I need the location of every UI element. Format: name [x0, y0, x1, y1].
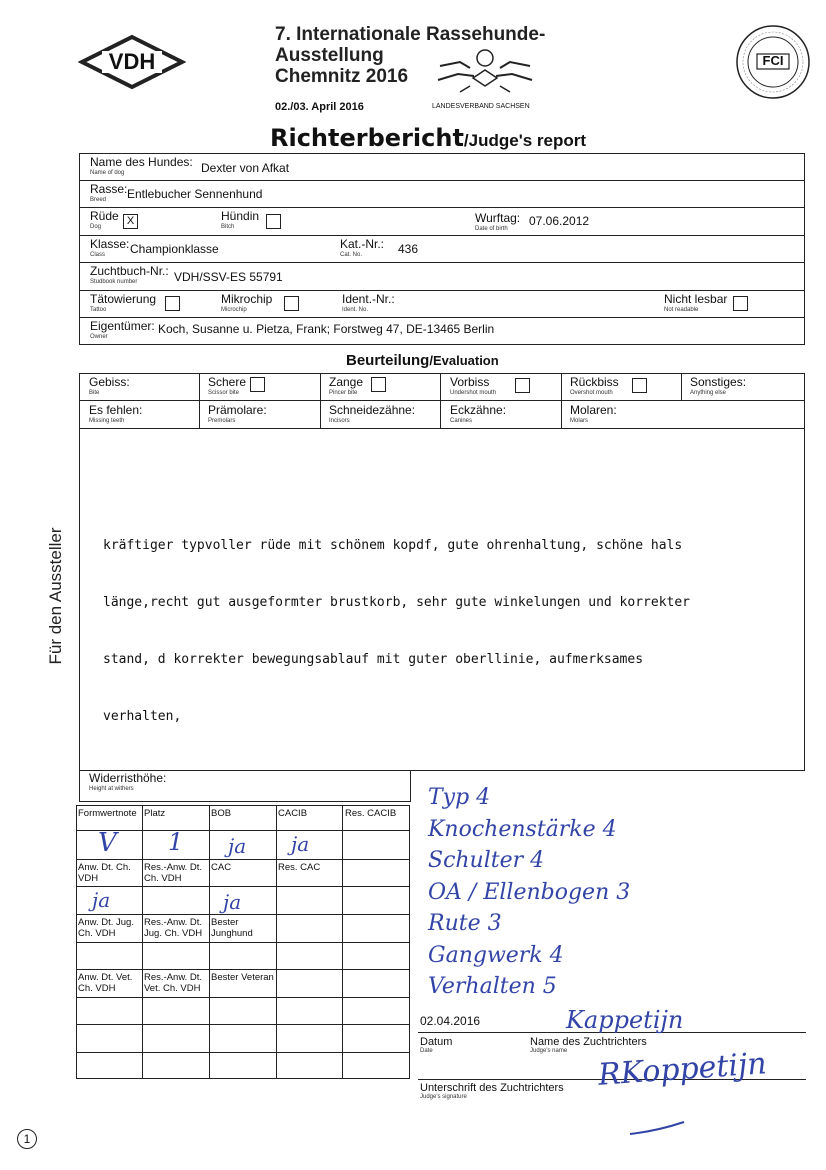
- exhibitor-side-label: Für den Aussteller: [46, 527, 65, 665]
- studbook-value: VDH/SSV-ES 55791: [174, 270, 283, 284]
- studbook-label: Zuchtbuch-Nr.:: [90, 264, 169, 278]
- cell-res-anw-jug: Res.-Anw. Dt. Jug. Ch. VDH: [144, 917, 203, 939]
- date-label: Datum: [420, 1036, 453, 1048]
- undershot-sub: Undershot mouth: [450, 390, 497, 396]
- evaluation-text: [103, 498, 690, 745]
- judge-name-handwritten: Kappetijn: [566, 1006, 684, 1034]
- breed-label: Rasse:: [90, 182, 128, 196]
- not-readable-sub: Not readable: [664, 307, 699, 313]
- scissor-bite-checkbox[interactable]: [250, 377, 265, 392]
- signature-sub: Judge's signature: [420, 1094, 467, 1100]
- molars-sub: Molars: [570, 418, 589, 424]
- report-date-value: 02.04.2016: [420, 1014, 481, 1028]
- premolars-sub: Premolars: [208, 418, 236, 424]
- cell-res-anw-vet: Res.-Anw. Dt. Vet. Ch. VDH: [144, 972, 203, 994]
- tattoo-checkbox[interactable]: [165, 296, 180, 311]
- dog-name-label: Name des Hundes:: [90, 155, 193, 169]
- molars-label: Molaren:: [570, 403, 617, 417]
- dob-value: 07.06.2012: [529, 214, 590, 228]
- note-line: Verhalten 5: [428, 974, 557, 999]
- header-res-cacib: Res. CACIB: [345, 808, 397, 819]
- page-number: 1: [23, 1132, 31, 1146]
- owner-label: Eigentümer:: [90, 319, 155, 333]
- other-label: Sonstiges:: [690, 375, 747, 389]
- page-number-badge: [17, 1129, 37, 1149]
- anw-jug-value: ja: [92, 888, 111, 912]
- pincer-bite-sub: Pincer bite: [329, 390, 358, 396]
- junghund-value: ja: [223, 890, 242, 914]
- microchip-sub: Microchip: [221, 307, 247, 313]
- cat-number-value: 436: [398, 242, 419, 256]
- cell-cac: CAC: [211, 862, 232, 873]
- undershot-label: Vorbiss: [450, 375, 490, 389]
- class-value: Championklasse: [130, 242, 219, 256]
- evaluation-line: länge,recht gut ausgeformter brustkorb, sehr gute winkelungen und korrekter: [103, 595, 690, 610]
- evaluation-line: stand, d korrekter bewegungsablauf mit guter oberllinie, aufmerksames: [103, 652, 644, 667]
- canines-sub: Canines: [450, 418, 473, 424]
- bite-label: Gebiss:: [89, 375, 130, 389]
- cell-res-cac: Res. CAC: [278, 862, 321, 873]
- owner-value: Koch, Susanne u. Pietza, Frank; Forstweg 47, DE-13465 Berlin: [158, 322, 495, 336]
- breed-sub: Breed: [90, 197, 107, 203]
- report-title: Richterbericht/Judge's report: [270, 124, 587, 152]
- height-sub: Height at withers: [89, 786, 134, 792]
- date-sub: Date: [420, 1048, 433, 1054]
- ident-label: Ident.-Nr.:: [342, 292, 395, 306]
- pincer-bite-label: Zange: [329, 375, 364, 389]
- grade-value: V: [98, 828, 117, 858]
- breed-value: Entlebucher Sennenhund: [127, 187, 263, 201]
- judge-name-sub: Judge's name: [530, 1048, 568, 1054]
- studbook-sub: Studbook number: [90, 279, 138, 285]
- note-line: Rute 3: [428, 911, 502, 936]
- signature-label: Unterschrift des Zuchtrichters: [420, 1082, 564, 1094]
- evaluation-line: kräftiger typvoller rüde mit schönem kopdf, gute ohrenhaltung, schöne hals: [103, 538, 683, 553]
- incisors-label: Schneidezähne:: [329, 403, 416, 417]
- overshot-sub: Overshot mouth: [570, 390, 613, 396]
- pincer-bite-checkbox[interactable]: [371, 377, 386, 392]
- ident-sub: Ident. No.: [342, 307, 369, 313]
- note-line: OA / Ellenbogen 3: [428, 879, 631, 905]
- place-value: 1: [168, 828, 184, 856]
- cat-number-label: Kat.-Nr.:: [340, 237, 385, 251]
- cell-best-veteran: Bester Veteran: [211, 972, 274, 983]
- note-line: Knochenstärke 4: [428, 816, 617, 842]
- dog-name-sub: Name of dog: [90, 170, 125, 176]
- judge-signature: RKoppetijn: [596, 1046, 768, 1093]
- header-place: Platz: [144, 808, 166, 819]
- missing-teeth-sub: Missing teeth: [89, 418, 125, 424]
- dogs-emblem-icon: [430, 46, 540, 98]
- canines-label: Eckzähne:: [450, 403, 507, 417]
- cell-res-anw-ch: Res.-Anw. Dt. Ch. VDH: [144, 862, 203, 884]
- undershot-checkbox[interactable]: [515, 378, 530, 393]
- microchip-checkbox[interactable]: [284, 296, 299, 311]
- handwritten-notes: [428, 782, 630, 1003]
- dob-sub: Date of birth: [475, 226, 508, 232]
- show-date: 02./03. April 2016: [275, 101, 364, 113]
- dog-name-value: Dexter von Afkat: [201, 161, 290, 175]
- microchip-label: Mikrochip: [221, 292, 273, 306]
- evaluation-title: Beurteilung/Evaluation: [346, 352, 499, 369]
- class-label: Klasse:: [90, 237, 130, 251]
- note-line: Schulter 4: [428, 848, 545, 873]
- not-readable-checkbox[interactable]: [733, 296, 748, 311]
- header-cacib: CACIB: [278, 808, 308, 819]
- female-sub: Bitch: [221, 224, 235, 230]
- height-label: Widerristhöhe:: [89, 771, 167, 785]
- scissor-bite-sub: Scissor bite: [208, 390, 240, 396]
- title-line-3: Chemnitz 2016: [275, 66, 409, 87]
- header-grade: Formwertnote: [78, 808, 137, 819]
- region-label: LANDESVERBAND SACHSEN: [432, 103, 530, 110]
- scissor-bite-label: Schere: [208, 375, 247, 389]
- dob-label: Wurftag:: [475, 211, 521, 225]
- cell-anw-jug: Anw. Dt. Jug. Ch. VDH: [78, 917, 134, 939]
- tattoo-sub: Tattoo: [90, 307, 107, 313]
- title-line-2: Ausstellung: [275, 45, 384, 66]
- male-label: Rüde: [90, 209, 119, 223]
- overshot-checkbox[interactable]: [632, 378, 647, 393]
- tattoo-label: Tätowierung: [90, 292, 157, 306]
- header-bob: BOB: [211, 808, 232, 819]
- class-sub: Class: [90, 252, 106, 258]
- incisors-sub: Incisors: [329, 418, 350, 424]
- evaluation-line: verhalten,: [103, 709, 182, 724]
- premolars-label: Prämolare:: [208, 403, 267, 417]
- female-label: Hündin: [221, 209, 260, 223]
- cell-best-junior: Bester Junghund: [211, 917, 253, 939]
- male-checkbox[interactable]: X: [123, 214, 138, 229]
- cell-anw-vet: Anw. Dt. Vet. Ch. VDH: [78, 972, 133, 994]
- cacib-value: ja: [291, 832, 310, 856]
- male-sub: Dog: [90, 224, 102, 230]
- fci-logo: FCI: [735, 24, 811, 100]
- other-sub: Anything else: [690, 390, 727, 396]
- judge-name-label: Name des Zuchtrichters: [530, 1036, 647, 1048]
- bite-sub: Bite: [89, 390, 100, 396]
- vdh-logo: VDH: [78, 34, 186, 90]
- overshot-label: Rückbiss: [570, 375, 619, 389]
- missing-teeth-label: Es fehlen:: [89, 403, 143, 417]
- owner-sub: Owner: [90, 334, 108, 340]
- cat-number-sub: Cat. No.: [340, 252, 363, 258]
- title-line-1: 7. Internationale Rassehunde-: [275, 24, 546, 45]
- note-line: Typ 4: [428, 785, 491, 810]
- not-readable-label: Nicht lesbar: [664, 292, 728, 306]
- signature-underline-icon: [628, 1118, 688, 1138]
- female-checkbox[interactable]: [266, 214, 281, 229]
- bob-value: ja: [228, 834, 247, 858]
- cell-anw-ch: Anw. Dt. Ch. VDH: [78, 862, 131, 884]
- note-line: Gangwerk 4: [428, 942, 564, 968]
